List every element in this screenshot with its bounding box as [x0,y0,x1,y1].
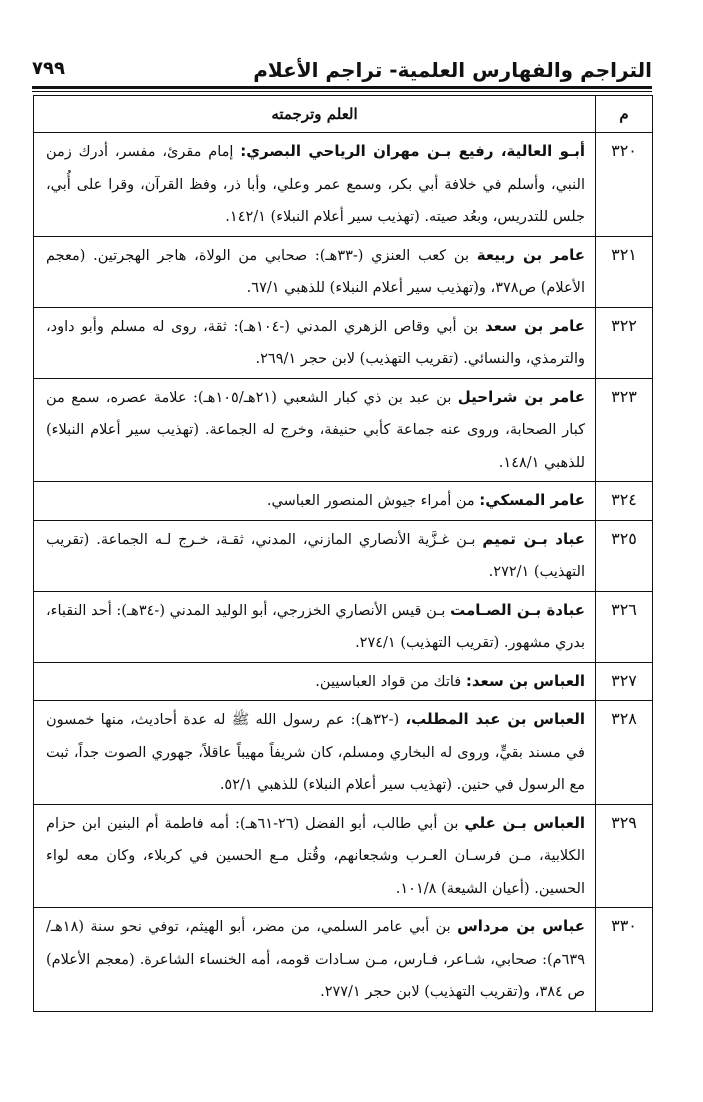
entry-biography [34,591,596,662]
entry-number: ٣٢٩ [596,804,653,908]
entry-biography [34,378,596,482]
entry-text: بن أبي طالب، أبو الفضل (٢٦-٦١هـ): أمه فاطمة أم البنين ابن حزام الكلابية، مـن فرسـان العـرب وشجعانهم، وقُتل مـع الحسين في كربلاء، وكان معه لواء الحسين. (أعيان الشيعة) ١٠١/٨. [46,815,585,897]
entry-number: ٣٢٥ [596,520,653,591]
entry-number: ٣٢٠ [596,133,653,237]
entry-text: بن كعب العنزي (-٣٣هـ): صحابي من الولاة، هاجر الهجرتين. (معجم الأعلام) ص٣٧٨، و(تهذيب سير أعلام النبلاء) للذهبي ٦٧/١. [46,247,585,296]
table-body [34,133,653,1012]
entry-name: عباد بـن تميم [482,529,585,548]
table-row [34,236,653,307]
table-row [34,520,653,591]
entry-biography [34,804,596,908]
entry-biography [34,520,596,591]
column-header-name: العلم وترجمته [34,96,596,133]
entry-text: بن أبي عامر السلمي، من مضر، أبو الهيثم، توفي نحو سنة (١٨هـ/٦٣٩م): صحابي، شـاعر، فـارس، مـن سـادات قومه، أمه الخنساء الشاعرة. (معجم الأعلام) ص ٣٨٤، و(تقريب التهذيب) لابن حجر ٢٧٧/١. [46,919,585,1000]
entry-number: ٣٢١ [596,236,653,307]
table-row [34,908,653,1012]
running-title: التراجم والفهارس العلمية- تراجم الأعلام [253,58,652,82]
entry-text: بـن غـزَّية الأنصاري المازني، المدني، ثقـة، خـرج لـه الجماعة. (تقريب التهذيب) ٢٧٢/١. [46,531,585,580]
entry-name: عامر بن ربيعة [476,245,585,264]
entry-biography [34,133,596,237]
entry-name: أبـو العالية، رفيع بـن مهران الرياحي البصري: [240,142,585,160]
table-row [34,378,653,482]
entry-text: إمام مقرئ، مفسر، أدرك زمن النبي، وأسلم في خلافة أبي بكر، وسمع عمر وعلي، وأبا ذر، وفظ القرآن، وقرا على أُبي، جلس للتدريس، وبعُد صيته. (تهذيب سير أعلام النبلاء) ١٤٢/١. [46,144,585,225]
page-number: ٧٩٩ [32,58,65,79]
header-rule-thin [32,91,652,92]
entry-number: ٣٢٣ [596,378,653,482]
table-row [34,804,653,908]
table-row [34,307,653,378]
entry-text: فاتك من قواد العباسيين. [315,673,466,690]
entry-biography [34,662,596,701]
entry-number: ٣٢٢ [596,307,653,378]
entry-text: بـن قيس الأنصاري الخزرجي، أبو الوليد المدني (-٣٤هـ): أحد النقباء، بدري مشهور. (تقريب التهذيب) ٢٧٤/١. [46,602,585,651]
entry-name: عامر المسكي: [479,491,585,509]
table-row [34,591,653,662]
entry-biography [34,236,596,307]
entry-number: ٣٢٨ [596,701,653,805]
entry-biography [34,701,596,805]
entry-number: ٣٣٠ [596,908,653,1012]
entry-text: بن عبد بن ذي كبار الشعبي (٢١هـ/١٠٥هـ): علامة عصره، سمع من كبار الصحابة، وروى عنه جماعة كأبي حنيفة، وخرج له الجماعة. (تهذيب سير أعلام النبلاء) للذهبي ١٤٨/١. [46,389,585,471]
table-row [34,662,653,701]
header-rule-thick [32,86,652,89]
page-header [32,58,652,88]
entry-text: من أمراء جيوش المنصور العباسي. [266,493,480,509]
table-row [34,701,653,805]
entry-name: عامر بن سعد [484,316,585,335]
column-header-number: م [596,96,653,133]
table-row [34,133,653,237]
entry-name: العباس بـن علي [464,813,585,832]
entry-biography [34,307,596,378]
entry-name: العباس بن سعد: [465,671,585,690]
entry-name: عبادة بـن الصـامت [450,600,585,619]
entry-text: (-٣٢هـ): عم رسول الله ﷺ له عدة أحاديث، منها خمسون في مسند بقيٍّ، وروى له البخاري ومسلم، كان شريفاً مهيباً عاقلاً، جهوري الصوت جداً، ثبت مع الرسول في حنين. (تهذيب سير أعلام النبلاء) للذهبي ٥٢/١. [46,712,585,793]
entry-biography [34,482,596,521]
table-header-row [34,96,653,133]
entry-text: بن أبي وقاص الزهري المدني (-١٠٤هـ): ثقة، روى له مسلم وأبو داود، والترمذي، والنسائي. (تقريب التهذيب) لابن حجر ٢٦٩/١. [46,318,585,367]
entry-biography [34,908,596,1012]
entry-number: ٣٢٤ [596,482,653,521]
entry-name: العباس بن عبد المطلب، [405,710,585,728]
entry-number: ٣٢٦ [596,591,653,662]
biography-table [33,95,653,1012]
entry-number: ٣٢٧ [596,662,653,701]
entry-name: عامر بن شراحيل [457,387,585,406]
table-row [34,482,653,521]
entry-name: عباس بن مرداس [457,917,585,935]
